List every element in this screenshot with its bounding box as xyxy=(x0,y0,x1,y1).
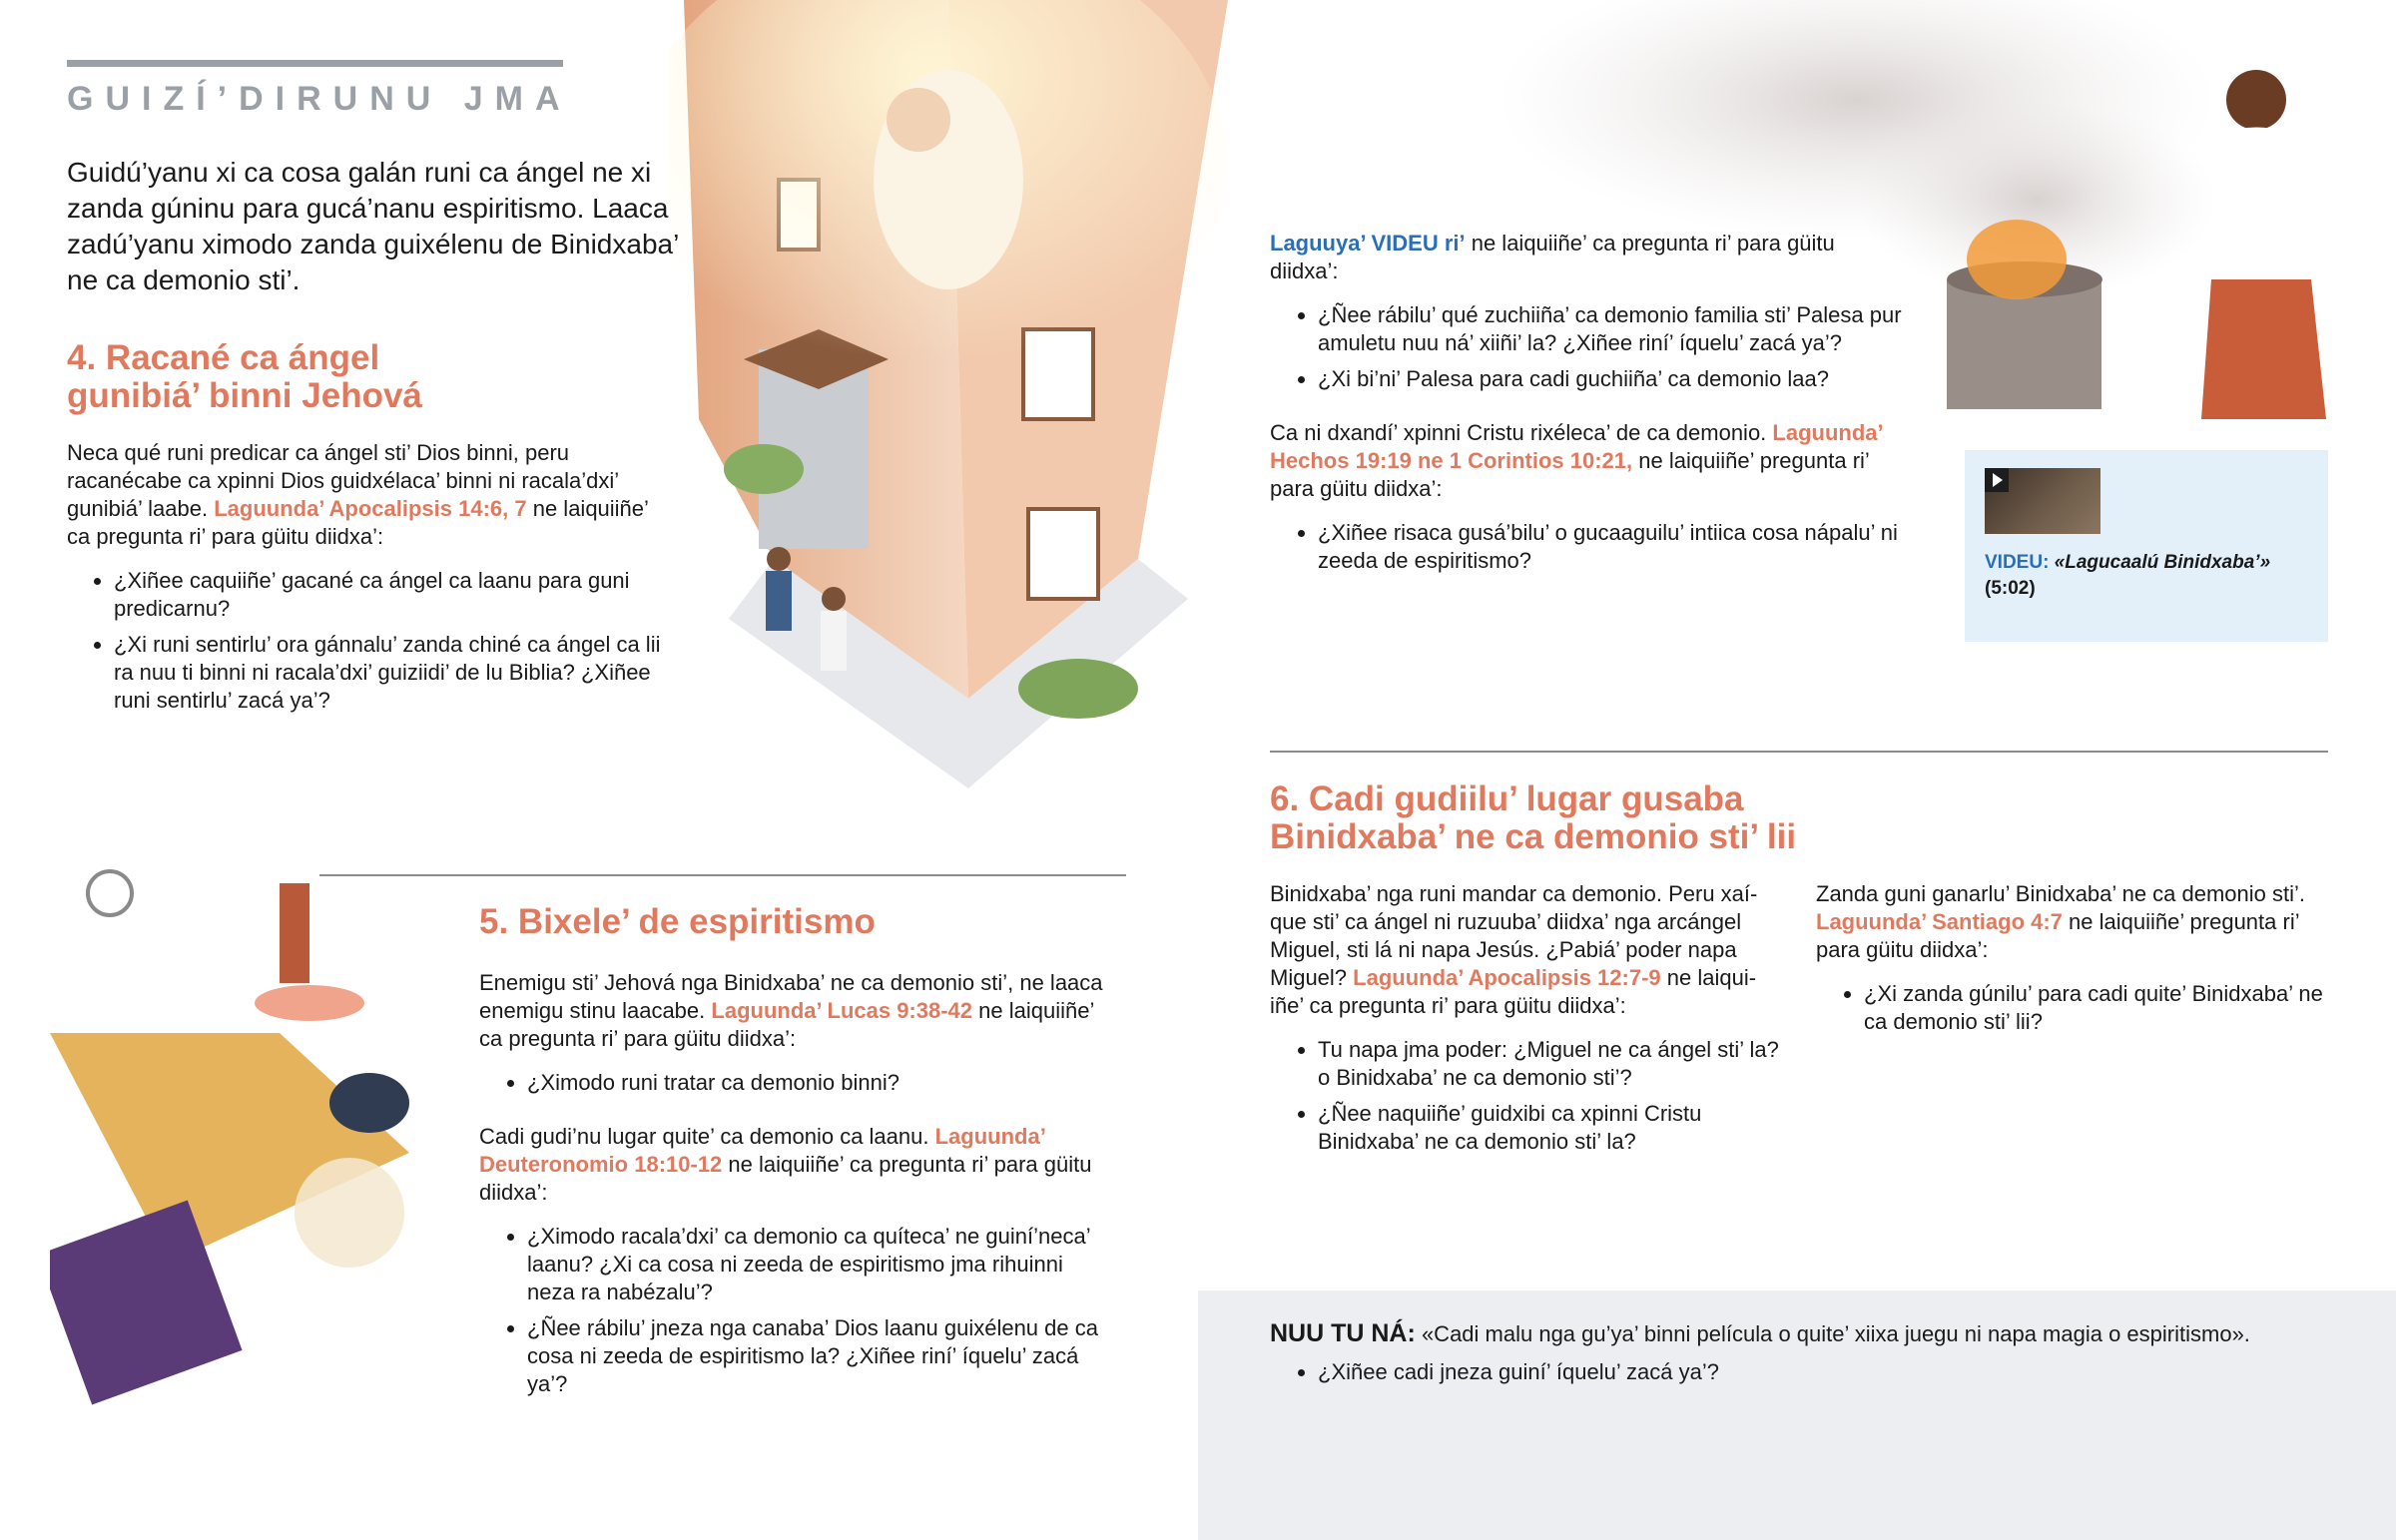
section-6-title-line1: 6. Cadi gudiilu’ lugar gusaba xyxy=(1270,779,1744,818)
section-5-questions-2 xyxy=(479,1223,1108,1398)
question-item: • ¿Ñee rábilu’ jneza nga canaba’ Dios laanu guixélenu de ca cosa ni zeeda de espiritismo la? ¿Xiñee riní’ íquelu’ zacá ya’? xyxy=(527,1314,1108,1398)
video-link[interactable]: Laguuya’ VIDEU ri’ xyxy=(1270,231,1466,256)
question-item: • ¿Ximodo runi tratar ca demonio binni? xyxy=(527,1069,1108,1097)
video-paragraph-2 xyxy=(1270,419,1909,503)
section-5-p1-end: ne laiquiiñe’ ca pregunta ri’ para güitu diidxa’: xyxy=(479,998,1094,1051)
question-item: • ¿Xi zanda gúnilu’ para cadi quite’ Binidxaba’ ne ca demonio sti’ lii? xyxy=(1864,980,2335,1036)
question-item: • Tu napa jma poder: ¿Miguel ne ca ángel sti’ la? o Binidxaba’ ne ca demonio sti’? xyxy=(1318,1036,1779,1092)
section-6-column-2 xyxy=(1816,880,2335,1044)
section-5 xyxy=(479,903,1108,1406)
video-p2-end: ne laiquiiñe’ pregunta ri’ para güitu diidxa’: xyxy=(1270,448,1869,501)
question-item: • ¿Xiñee risaca gusá’bilu’ o gucaaguilu’ intiica cosa nápalu’ ni zeeda de espiritismo? xyxy=(1318,519,1909,575)
question-item: • ¿Xi runi sentirlu’ ora gánnalu’ zanda chiné ca ángel ca lii ra nuu ti binni ni racala’dxi’ guiziidi’ de lu Biblia? ¿Xiñee runi sentirlu’ zacá ya’? xyxy=(114,631,676,715)
section-4-title-line2: gunibiá’ binni Jehová xyxy=(67,376,422,415)
video-questions-2 xyxy=(1270,519,1909,575)
video-p2-start: Ca ni dxandí’ xpinni Cristu rixéleca’ de ca demonio. xyxy=(1270,420,1767,445)
bottom-note-questions xyxy=(1270,1358,2358,1386)
section-6-column-1 xyxy=(1270,880,1779,1164)
section-4-questions xyxy=(67,567,676,715)
section-5-title: 5. Bixele’ de espiritismo xyxy=(479,902,876,941)
section-4-body-end: ne laiquiiñe’ ca pregunta ri’ para güitu diidxa’: xyxy=(67,496,649,549)
video-duration: (5:02) xyxy=(1985,578,2036,599)
section-6-col1-citation[interactable]: Laguunda’ Apocalipsis 12:7-9 xyxy=(1353,965,1661,990)
section-6-title-line2: Binidxaba’ ne ca demonio sti’ lii xyxy=(1270,817,1797,856)
section-5-citation-2[interactable]: Laguunda’ Deuteronomio 18:10-12 xyxy=(479,1124,1045,1177)
section-6-col2-end: ne laiquiiñe’ pregunta ri’ para güitu diidxa’: xyxy=(1816,909,2299,962)
bottom-note-text xyxy=(1270,1319,2358,1348)
video-title: «Lagucaalú Binidxaba’» xyxy=(2054,552,2271,573)
question-item: • ¿Ximodo racala’dxi’ ca demonio ca quíteca’ ne guiní’neca’ laanu? ¿Xi ca cosa ni zeeda de espiritismo jma rihuinni neza ra nabézalu’? xyxy=(527,1223,1108,1306)
bottom-note xyxy=(1270,1319,2358,1394)
video-section xyxy=(1270,230,1909,583)
section-4-citation[interactable]: Laguunda’ Apocalipsis 14:6, 7 xyxy=(214,496,527,521)
question-item: • ¿Xiñee caquiiñe’ gacané ca ángel ca laanu para guni predicarnu? xyxy=(114,567,676,623)
section-6-rule xyxy=(1270,751,2328,753)
play-icon[interactable] xyxy=(1985,468,2009,492)
section-4-body-start: Neca qué runi predicar ca ángel sti’ Dios binni, peru racanécabe ca xpinni Dios guidxélaca’ binni ni racala’dxi’ gunibiá’ laabe. xyxy=(67,440,619,521)
header-rule xyxy=(67,60,563,67)
section-5-p1-start: Enemigu sti’ Jehová nga Binidxaba’ ne ca demonio sti’, ne laaca enemigu stinu laacabe. xyxy=(479,970,1103,1023)
video-citation[interactable]: Laguunda’ Hechos 19:19 ne 1 Corintios 10:21, xyxy=(1270,420,1883,473)
section-6-col1-end: ne laiquiiñe’ ca pregunta ri’ para güitu diidxa’: xyxy=(1270,965,1757,1018)
video-lead xyxy=(1270,230,1909,285)
section-5-questions-1 xyxy=(479,1069,1108,1097)
section-6-col2-start: Zanda guni ganarlu’ Binidxaba’ ne ca demonio sti’. xyxy=(1816,881,2306,906)
section-4-title xyxy=(67,339,676,415)
section-5-p2-end: ne laiquiiñe’ ca pregunta ri’ para güitu diidxa’: xyxy=(479,1152,1092,1205)
question-item: • ¿Xiñee cadi jneza guiní’ íquelu’ zacá ya’? xyxy=(1318,1358,2358,1386)
section-6-col2-questions xyxy=(1816,980,2335,1036)
section-6-col2-paragraph xyxy=(1816,880,2335,964)
bottom-note-lead: NUU TU NÁ: xyxy=(1270,1319,1416,1347)
video-lead-text: ne laiquiiñe’ ca pregunta ri’ para güitu diidxa’: xyxy=(1270,231,1835,283)
video-label: VIDEU: xyxy=(1985,552,2050,573)
section-5-paragraph-2 xyxy=(479,1123,1108,1207)
video-caption[interactable] xyxy=(1985,550,2314,602)
section-label: GUIZÍ’DIRUNU JMA xyxy=(67,80,572,118)
occult-objects-illustration xyxy=(50,863,449,1427)
section-5-rule xyxy=(319,874,1126,876)
section-5-p2-start: Cadi gudi’nu lugar quite’ ca demonio ca laanu. xyxy=(479,1124,929,1149)
section-6-col1-start: Binidxaba’ nga runi mandar ca demonio. Peru xaíque sti’ ca ángel ni ruzuuba’ diidxa’ nga arcángel Miguel, sti lá ni napa Jesús. ¿Pabiá’ poder napa Miguel? xyxy=(1270,881,1758,990)
section-6-col1-questions xyxy=(1270,1036,1779,1156)
question-item: • ¿Xi bi’ni’ Palesa para cadi guchiiña’ ca demonio laa? xyxy=(1318,365,1909,393)
video-questions-1 xyxy=(1270,301,1909,393)
question-item: • ¿Ñee rábilu’ qué zuchiiña’ ca demonio familia sti’ Palesa pur amuletu nuu ná’ xiiñi’ la? ¿Xiñee riní’ íquelu’ zacá ya’? xyxy=(1318,301,1909,357)
section-4 xyxy=(67,339,676,723)
section-5-paragraph-1 xyxy=(479,969,1108,1053)
section-4-title-line1: 4. Racané ca ángel xyxy=(67,338,380,377)
section-6-col2-citation[interactable]: Laguunda’ Santiago 4:7 xyxy=(1816,909,2063,934)
question-item: • ¿Ñee naquiiñe’ guidxibi ca xpinni Cristu Binidxaba’ ne ca demonio sti’ la? xyxy=(1318,1100,1779,1156)
section-6-title xyxy=(1270,780,1969,856)
section-5-citation-1[interactable]: Laguunda’ Lucas 9:38-42 xyxy=(711,998,973,1023)
section-6-col1-paragraph xyxy=(1270,880,1779,1020)
bottom-note-quote: «Cadi malu nga gu’ya’ binni película o quite’ xiixa juegu ni napa magia o espiritismo». xyxy=(1415,1321,2250,1346)
section-4-body xyxy=(67,439,676,551)
intro-paragraph: Guidú’yanu xi ca cosa galán runi ca ángel ne xi zanda gúninu para gucá’nanu espiritismo. Laaca zadú’yanu ximodo zanda guixélenu de Binidxaba’ ne ca demonio sti’. xyxy=(67,157,679,295)
